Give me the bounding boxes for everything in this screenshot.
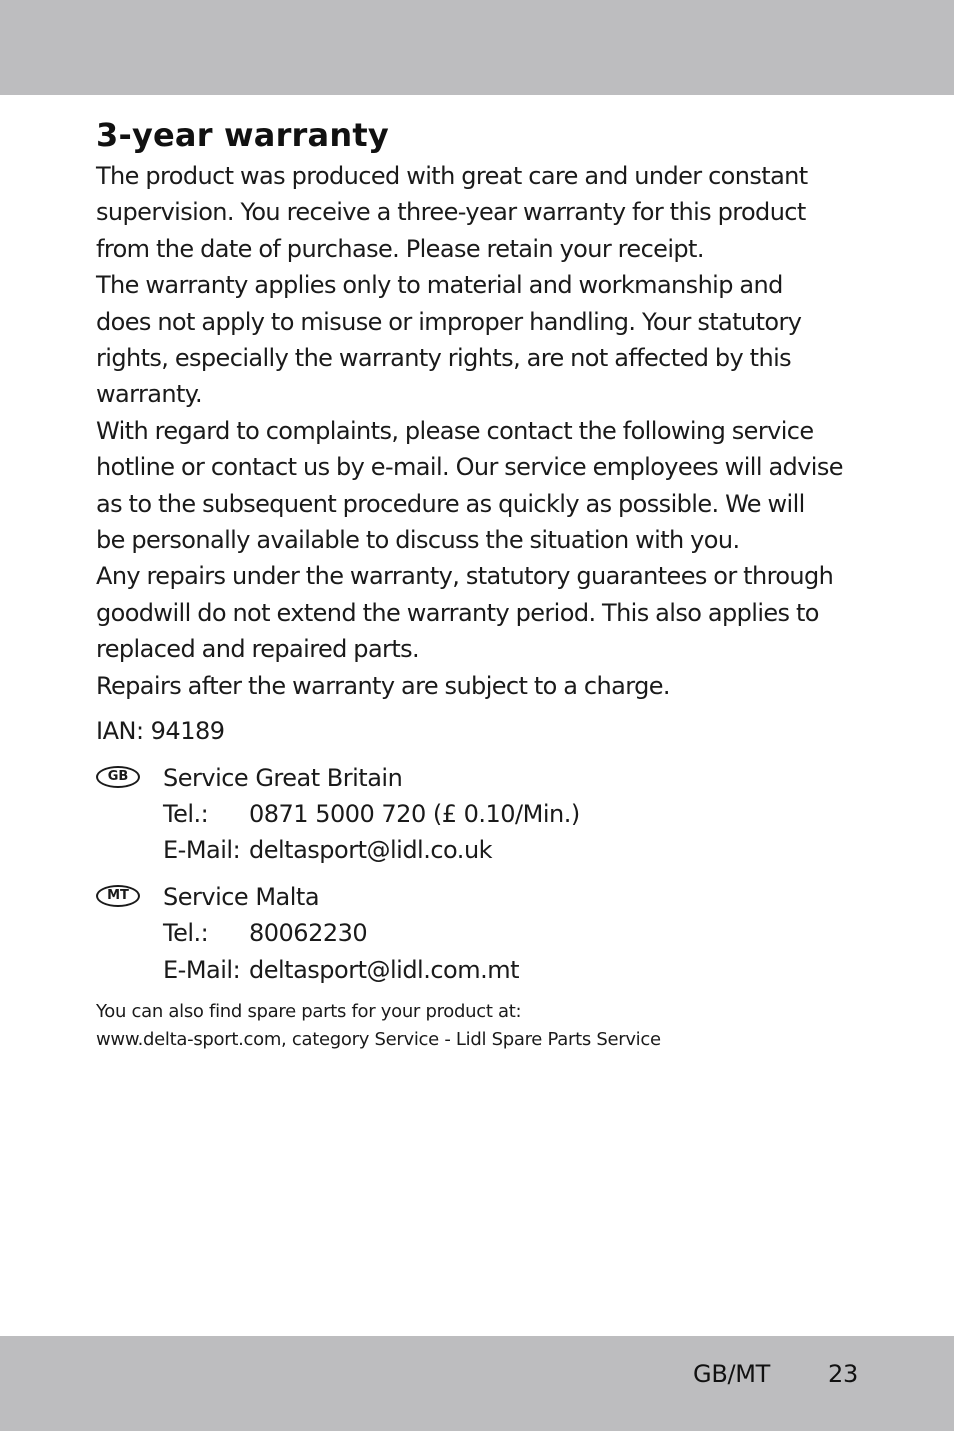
tel-value: 80062230: [249, 919, 368, 948]
text-line: as to the subsequent procedure as quickly as possible. We will: [96, 489, 805, 518]
page-heading: 3-year warranty: [96, 116, 389, 154]
text-line: The warranty applies only to material and workmanship and: [96, 271, 783, 300]
ian-number: IAN: 94189: [96, 717, 225, 746]
email-value: deltasport@lidl.com.mt: [249, 955, 520, 984]
tel-value: 0871 5000 720 (£ 0.10/Min.): [249, 799, 580, 828]
text-line: Repairs after the warranty are subject to a charge.: [96, 671, 670, 700]
spare-parts-line: www.delta-sport.com, category Service - Lidl Spare Parts Service: [96, 1029, 661, 1051]
text-line: hotline or contact us by e-mail. Our service employees will advise: [96, 453, 843, 482]
text-line: warranty.: [96, 380, 202, 409]
tel-label: Tel.:: [163, 919, 209, 948]
country-badge-mt-icon: MT: [96, 885, 140, 907]
text-line: be personally available to discuss the situation with you.: [96, 526, 740, 555]
country-badge-gb-icon: GB: [96, 766, 140, 788]
service-phone: [163, 915, 876, 951]
page-footer: [693, 1356, 858, 1392]
text-line: replaced and repaired parts.: [96, 635, 420, 664]
text-line: rights, especially the warranty rights, are not affected by this: [96, 344, 792, 373]
text-line: does not apply to misuse or improper handling. Your statutory: [96, 307, 802, 336]
email-value: deltasport@lidl.co.uk: [249, 836, 493, 865]
service-malta: [96, 879, 876, 988]
service-email: [163, 832, 876, 868]
text-line: goodwill do not extend the warranty period. This also applies to: [96, 598, 819, 627]
text-line: Any repairs under the warranty, statutory guarantees or through: [96, 562, 834, 591]
language-code: GB/MT: [693, 1360, 771, 1388]
spare-parts-note: [96, 998, 876, 1055]
tel-label: Tel.:: [163, 799, 209, 828]
spare-parts-line: You can also find spare parts for your product at:: [96, 1000, 522, 1022]
text-line: The product was produced with great care and under constant: [96, 162, 808, 190]
warranty-text: [96, 158, 876, 704]
service-title: Service Malta: [163, 882, 320, 911]
warranty-section: [96, 112, 876, 1055]
text-line: supervision. You receive a three-year warranty for this product: [96, 198, 806, 227]
service-email: [163, 952, 876, 988]
email-label: E-Mail:: [163, 836, 241, 865]
text-line: With regard to complaints, please contact the following service: [96, 416, 814, 445]
service-phone: [163, 796, 876, 832]
email-label: E-Mail:: [163, 955, 241, 984]
page-number: 23: [828, 1360, 858, 1388]
text-line: from the date of purchase. Please retain your receipt.: [96, 234, 704, 263]
top-band: [0, 0, 954, 95]
service-great-britain: [96, 760, 876, 869]
service-title: Service Great Britain: [163, 763, 403, 792]
